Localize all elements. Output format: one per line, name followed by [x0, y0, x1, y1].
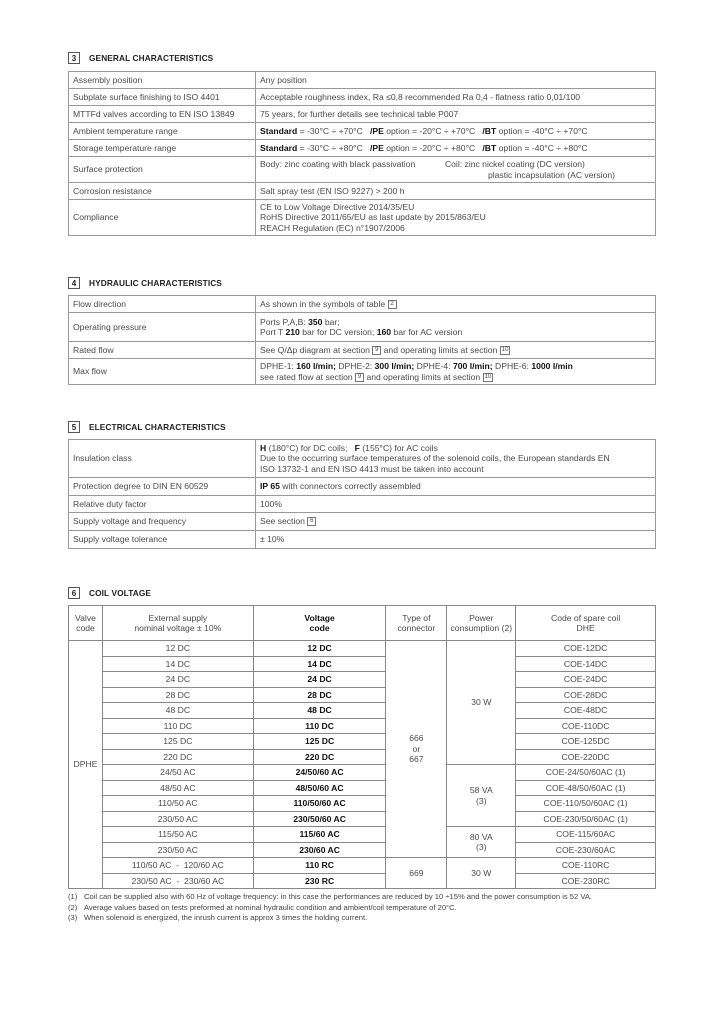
voltage-code-cell: 220 DC	[253, 749, 386, 765]
section-header-general	[68, 52, 213, 64]
external-supply-cell: 125 DC	[102, 734, 253, 750]
table-row	[69, 478, 656, 496]
section-number: 6	[68, 587, 80, 599]
section-header-coil	[68, 587, 151, 599]
table-row	[69, 687, 656, 703]
table-row	[69, 827, 656, 843]
table-row	[69, 672, 656, 688]
external-supply-cell: 28 DC	[102, 687, 253, 703]
standard-value: = -30°C ÷ +80°C	[297, 142, 363, 153]
external-supply-cell: 220 DC	[102, 749, 253, 765]
table-row	[69, 123, 656, 140]
external-supply-cell: 24 DC	[102, 672, 253, 688]
voltage-code-cell: 110/50/60 AC	[253, 796, 386, 812]
footnote: (3) When solenoid is energized, the inrush current is approx 3 times the holding current.	[68, 913, 368, 922]
table-row	[69, 496, 656, 513]
section-header-electrical	[68, 421, 226, 433]
spare-coil-cell: COE-110DC	[516, 718, 656, 734]
external-supply-cell: 110 DC	[102, 718, 253, 734]
electrical-characteristics-table	[68, 439, 656, 549]
table-row	[69, 811, 656, 827]
row-label: Insulation class	[69, 440, 256, 478]
footnotes	[68, 892, 668, 924]
connector-type-cell: 666 or 667	[386, 641, 447, 858]
table-row	[69, 440, 656, 478]
spare-coil-cell: COE-230/50/60AC (1)	[516, 811, 656, 827]
hydraulic-characteristics-table	[68, 295, 656, 385]
table-reference-link[interactable]: 2	[388, 300, 397, 309]
voltage-code-cell: 14 DC	[253, 656, 386, 672]
voltage-code-cell: 230/50/60 AC	[253, 811, 386, 827]
section-reference-link[interactable]: 10	[501, 346, 509, 353]
body-protection: Body: zinc coating with black passivation	[260, 159, 416, 169]
voltage-code-cell: 48/50/60 AC	[253, 780, 386, 796]
power-consumption-cell: 58 VA (3)	[447, 765, 516, 827]
voltage-code-cell: 115/60 AC	[253, 827, 386, 843]
spare-coil-cell: COE-110/50/60AC (1)	[516, 796, 656, 812]
row-label: Operating pressure	[69, 313, 256, 342]
connector-type-cell: 669	[386, 858, 447, 889]
section-number: 4	[68, 277, 80, 289]
spare-coil-cell: COE-28DC	[516, 687, 656, 703]
compliance-rohs: RoHS Directive 2011/65/EU as last update by 2015/863/EU	[260, 212, 486, 223]
row-label: Subplate surface finishing to ISO 4401	[69, 89, 256, 106]
voltage-code-cell: 110 RC	[253, 858, 386, 874]
row-value	[256, 440, 656, 478]
ports-pab-pressure: Ports P,A,B: 350 bar;	[260, 316, 340, 327]
table-row	[69, 183, 656, 200]
pe-value: option = -20°C ÷ +80°C	[383, 142, 476, 153]
section-title: GENERAL CHARACTERISTICS	[89, 53, 214, 63]
table-row	[69, 703, 656, 719]
coil-protection-dc: Coil: zinc nickel coating (DC version)	[444, 159, 585, 169]
section-reference-link[interactable]: 9	[372, 346, 381, 355]
power-consumption-cell: 30 W	[447, 641, 516, 765]
spare-coil-cell: COE-24/50/60AC (1)	[516, 765, 656, 781]
spare-coil-cell: COE-24DC	[516, 672, 656, 688]
bt-value: option = -40°C ÷ +70°C	[496, 125, 588, 136]
row-value: See Q/Δp diagram at section 9 and operating limits at section 10	[256, 342, 656, 359]
table-row	[69, 656, 656, 672]
standard-label: Standard	[260, 125, 298, 136]
header-power-consumption: Power consumption (2)	[447, 606, 516, 641]
table-row	[69, 858, 656, 874]
max-flow-values: DPHE-1: 160 l/min; DPHE-2: 300 l/min; DPHE-4: 700 l/min; DPHE-6: 1000 l/min	[260, 361, 573, 371]
row-label: Rated flow	[69, 342, 256, 359]
coil-protection-ac: plastic incapsulation (AC version)	[487, 169, 615, 180]
section-header-hydraulic	[68, 277, 222, 289]
voltage-code-cell: 12 DC	[253, 641, 386, 657]
table-row	[69, 796, 656, 812]
section-number: 5	[68, 421, 80, 433]
table-row	[69, 89, 656, 106]
bt-value: option = -40°C ÷ +80°C	[496, 142, 588, 153]
header-external-supply: External supply nominal voltage ± 10%	[102, 606, 253, 641]
section-title: ELECTRICAL CHARACTERISTICS	[89, 422, 226, 432]
compliance-ce: CE to Low Voltage Directive 2014/35/EU	[260, 201, 415, 212]
bt-label: /BT	[482, 125, 497, 136]
row-label: Supply voltage tolerance	[69, 531, 256, 549]
table-row	[69, 342, 656, 359]
table-header-row	[69, 606, 656, 641]
voltage-code-cell: 125 DC	[253, 734, 386, 750]
header-spare-coil-code: Code of spare coil DHE	[516, 606, 656, 641]
table-row	[69, 641, 656, 657]
standard-label: Standard	[260, 142, 298, 153]
table-row	[69, 157, 656, 183]
table-row	[69, 359, 656, 385]
table-row	[69, 296, 656, 313]
power-consumption-cell: 80 VA (3)	[447, 827, 516, 858]
voltage-code-cell: 28 DC	[253, 687, 386, 703]
spare-coil-cell: COE-220DC	[516, 749, 656, 765]
section-number: 3	[68, 52, 80, 64]
table-row	[69, 200, 656, 236]
table-row	[69, 780, 656, 796]
table-row	[69, 313, 656, 342]
table-row	[69, 734, 656, 750]
external-supply-cell: 24/50 AC	[102, 765, 253, 781]
table-row	[69, 513, 656, 531]
spare-coil-cell: COE-230/60AC	[516, 842, 656, 858]
external-supply-cell: 14 DC	[102, 656, 253, 672]
table-row	[69, 531, 656, 549]
row-label: MTTFd valves according to EN ISO 13849	[69, 106, 256, 123]
table-row	[69, 842, 656, 858]
valve-code-cell: DPHE	[69, 641, 103, 889]
table-row	[69, 140, 656, 157]
row-label: Surface protection	[69, 157, 256, 183]
row-value: ± 10%	[256, 531, 656, 549]
row-label: Relative duty factor	[69, 496, 256, 513]
row-value: Salt spray test (EN ISO 9227) > 200 h	[256, 183, 656, 200]
voltage-code-cell: 230/60 AC	[253, 842, 386, 858]
row-label: Supply voltage and frequency	[69, 513, 256, 531]
coil-voltage-table	[68, 605, 656, 889]
row-value: Any position	[256, 72, 656, 89]
flow-direction-text: As shown in the symbols of table	[260, 298, 388, 309]
row-value: Acceptable roughness index, Ra ≤0,8 recommended Ra 0,4 - flatness ratio 0,01/100	[256, 89, 656, 106]
table-row	[69, 718, 656, 734]
insulation-note: Due to the occurring surface temperatures of the solenoid coils, the European standards EN ISO 13732-1 and EN ISO 4413 must be taken into account	[260, 453, 610, 474]
header-voltage-code: Voltage code	[253, 606, 386, 641]
port-t-pressure: Port T 210 bar for DC version; 160 bar for AC version	[260, 327, 463, 337]
row-label: Flow direction	[69, 296, 256, 313]
external-supply-cell: 230/50 AC - 230/60 AC	[102, 873, 253, 889]
spare-coil-cell: COE-230RC	[516, 873, 656, 889]
row-value	[256, 140, 656, 157]
spare-coil-cell: COE-48DC	[516, 703, 656, 719]
row-value	[256, 359, 656, 385]
table-row	[69, 749, 656, 765]
voltage-code-cell: 24/50/60 AC	[253, 765, 386, 781]
external-supply-cell: 48/50 AC	[102, 780, 253, 796]
row-value	[256, 157, 656, 183]
max-flow-note: see rated flow at section 9 and operating limits at section 10	[260, 371, 492, 382]
spare-coil-cell: COE-115/60AC	[516, 827, 656, 843]
section-title: HYDRAULIC CHARACTERISTICS	[89, 278, 222, 288]
row-value	[256, 123, 656, 140]
row-value	[256, 296, 656, 313]
spare-coil-cell: COE-110RC	[516, 858, 656, 874]
power-consumption-cell: 30 W	[447, 858, 516, 889]
external-supply-cell: 115/50 AC	[102, 827, 253, 843]
row-label: Corrosion resistance	[69, 183, 256, 200]
section-reference-link[interactable]: 9	[355, 373, 364, 382]
header-valve-code: Valve code	[69, 606, 103, 641]
external-supply-cell: 110/50 AC - 120/60 AC	[102, 858, 253, 874]
external-supply-cell: 48 DC	[102, 703, 253, 719]
row-label: Protection degree to DIN EN 60529	[69, 478, 256, 496]
voltage-code-cell: 24 DC	[253, 672, 386, 688]
header-connector-type: Type of connector	[386, 606, 447, 641]
section-reference-link[interactable]: 10	[484, 373, 492, 380]
row-label: Max flow	[69, 359, 256, 385]
row-value	[256, 200, 656, 236]
insulation-classes: H (180°C) for DC coils; F (155°C) for AC coils	[260, 442, 438, 453]
bt-label: /BT	[482, 142, 497, 153]
spare-coil-cell: COE-12DC	[516, 641, 656, 657]
spare-coil-cell: COE-48/50/60AC (1)	[516, 780, 656, 796]
row-value: IP 65 with connectors correctly assembled	[256, 478, 656, 496]
spare-coil-cell: COE-14DC	[516, 656, 656, 672]
table-row	[69, 765, 656, 781]
voltage-code-cell: 48 DC	[253, 703, 386, 719]
coil-protection	[445, 159, 651, 180]
pe-value: option = -20°C ÷ +70°C	[383, 125, 476, 136]
footnote: (2) Average values based on tests preformed at nominal hydraulic condition and ambient/coil temperature of 20°C.	[68, 902, 457, 912]
footnote: (1) Coil can be supplied also with 60 Hz of voltage frequency: in this case the performances are reduced by 10 ÷15% and the power consumption is 52 VA.	[68, 892, 593, 901]
voltage-code-cell: 230 RC	[253, 873, 386, 889]
row-label: Compliance	[69, 200, 256, 236]
table-row	[69, 72, 656, 89]
table-row	[69, 873, 656, 889]
row-value: 100%	[256, 496, 656, 513]
external-supply-cell: 110/50 AC	[102, 796, 253, 812]
voltage-code-cell: 110 DC	[253, 718, 386, 734]
external-supply-cell: 230/50 AC	[102, 811, 253, 827]
compliance-reach: REACH Regulation (EC) n°1907/2006	[260, 222, 405, 233]
external-supply-cell: 12 DC	[102, 641, 253, 657]
general-characteristics-table	[68, 71, 656, 236]
section-title: COIL VOLTAGE	[89, 588, 152, 598]
pe-label: /PE	[370, 125, 384, 136]
pe-label: /PE	[370, 142, 384, 153]
external-supply-cell: 230/50 AC	[102, 842, 253, 858]
spare-coil-cell: COE-125DC	[516, 734, 656, 750]
row-label: Ambient temperature range	[69, 123, 256, 140]
section-reference-link[interactable]: 6	[307, 517, 316, 526]
row-value: 75 years, for further details see technical table P007	[256, 106, 656, 123]
row-label: Assembly position	[69, 72, 256, 89]
table-row	[69, 106, 656, 123]
row-label: Storage temperature range	[69, 140, 256, 157]
row-value: See section 6	[256, 513, 656, 531]
row-value	[256, 313, 656, 342]
standard-value: = -30°C ÷ +70°C	[297, 125, 363, 136]
